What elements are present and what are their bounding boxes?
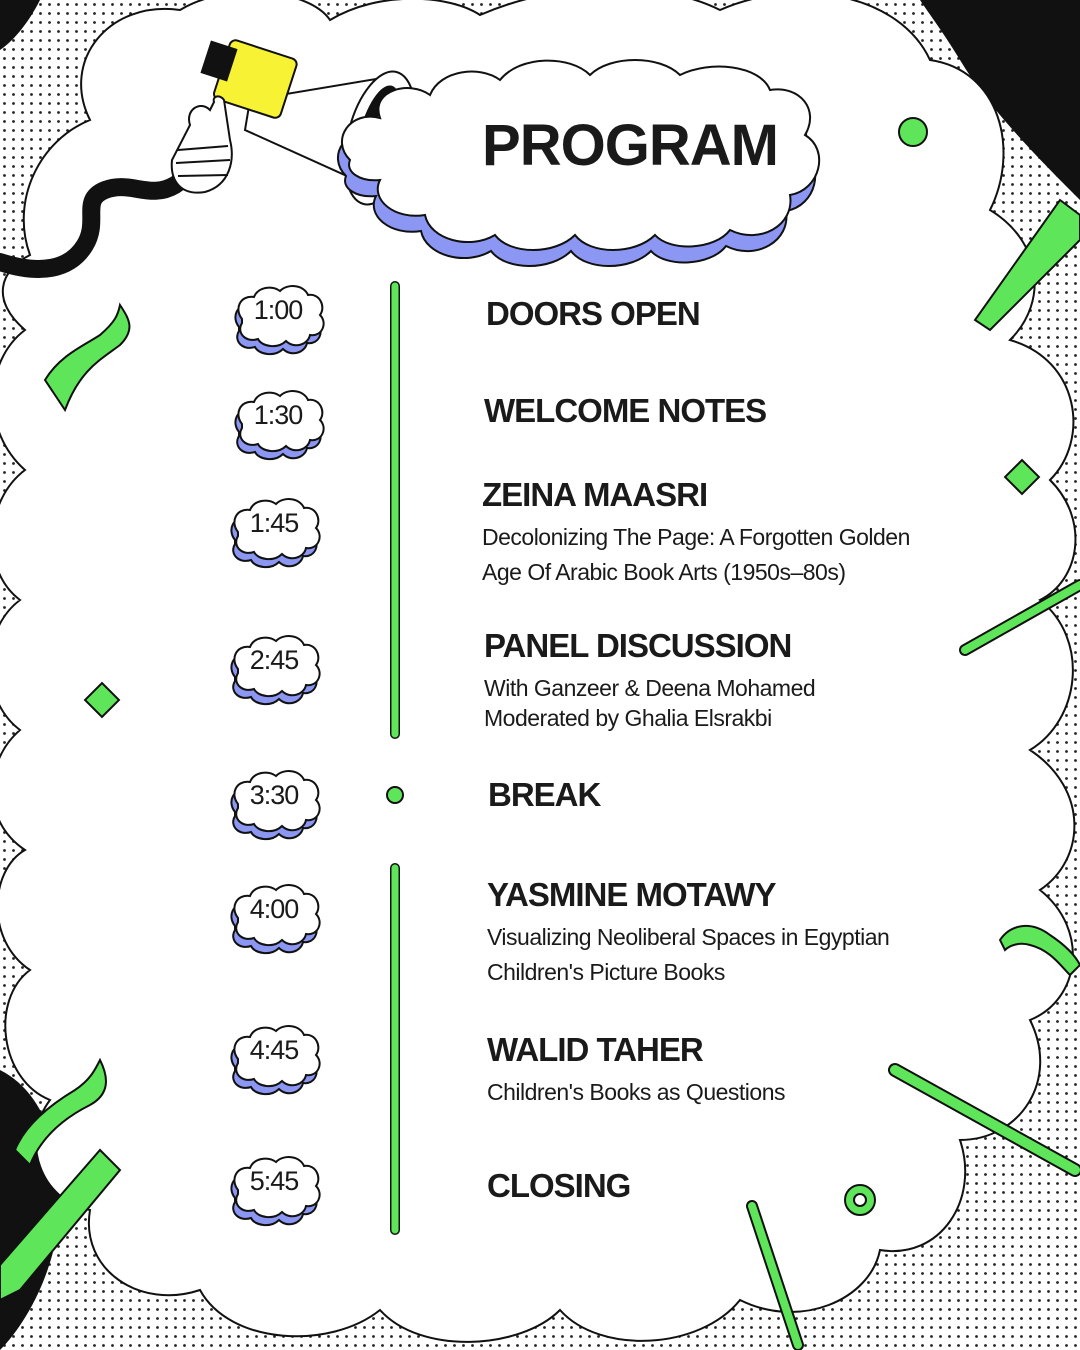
- time-label: 2:45: [249, 645, 299, 675]
- time-label: 4:45: [249, 1035, 299, 1065]
- event-description: [487, 1075, 1047, 1110]
- time-badge: [224, 496, 324, 566]
- event-description: [482, 520, 1042, 590]
- event-title: WALID TAHER: [487, 1031, 703, 1068]
- event-description-line: Children's Books as Questions: [487, 1079, 785, 1105]
- event-description-line: Children's Picture Books: [487, 959, 725, 985]
- schedule-item: [482, 476, 1042, 590]
- page-title: PROGRAM: [482, 113, 778, 178]
- schedule-item: [484, 392, 1044, 430]
- event-title: CLOSING: [487, 1167, 631, 1204]
- event-description-line: Visualizing Neoliberal Spaces in Egyptian: [487, 924, 890, 950]
- event-title: BREAK: [488, 776, 601, 813]
- time-label: 1:00: [253, 295, 303, 325]
- schedule-item: [487, 1031, 1047, 1110]
- schedule-item: [487, 876, 1047, 990]
- event-description-line: Moderated by Ghalia Elsrakbi: [484, 705, 772, 731]
- time-label: 1:30: [253, 400, 303, 430]
- event-description: [487, 920, 1047, 990]
- time-badge: [228, 388, 328, 458]
- event-description-line: Decolonizing The Page: A Forgotten Golden: [482, 524, 910, 550]
- schedule-item: [486, 295, 1046, 333]
- event-title: WELCOME NOTES: [484, 392, 767, 429]
- event-description-line: Age Of Arabic Book Arts (1950s–80s): [482, 559, 846, 585]
- event-description-line: With Ganzeer & Deena Mohamed: [484, 675, 816, 701]
- time-badge: [228, 283, 328, 353]
- time-badge: [224, 1154, 324, 1224]
- time-badge: [224, 768, 324, 838]
- event-title: DOORS OPEN: [486, 295, 700, 332]
- time-label: 5:45: [249, 1166, 299, 1196]
- time-label: 3:30: [249, 780, 299, 810]
- event-title: YASMINE MOTAWY: [487, 876, 776, 913]
- time-label: 1:45: [249, 508, 299, 538]
- event-description: [484, 673, 1044, 733]
- schedule-item: [484, 627, 1044, 733]
- event-title: ZEINA MAASRI: [482, 476, 708, 513]
- schedule-item: [488, 776, 1048, 814]
- time-label: 4:00: [249, 894, 299, 924]
- time-badge: [224, 882, 324, 952]
- time-badge: [224, 1023, 324, 1093]
- timeline-dot: [387, 787, 403, 803]
- schedule-item: [487, 1167, 1047, 1205]
- time-badge: [224, 633, 324, 703]
- event-title: PANEL DISCUSSION: [484, 627, 792, 664]
- confetti-circle: [899, 118, 927, 146]
